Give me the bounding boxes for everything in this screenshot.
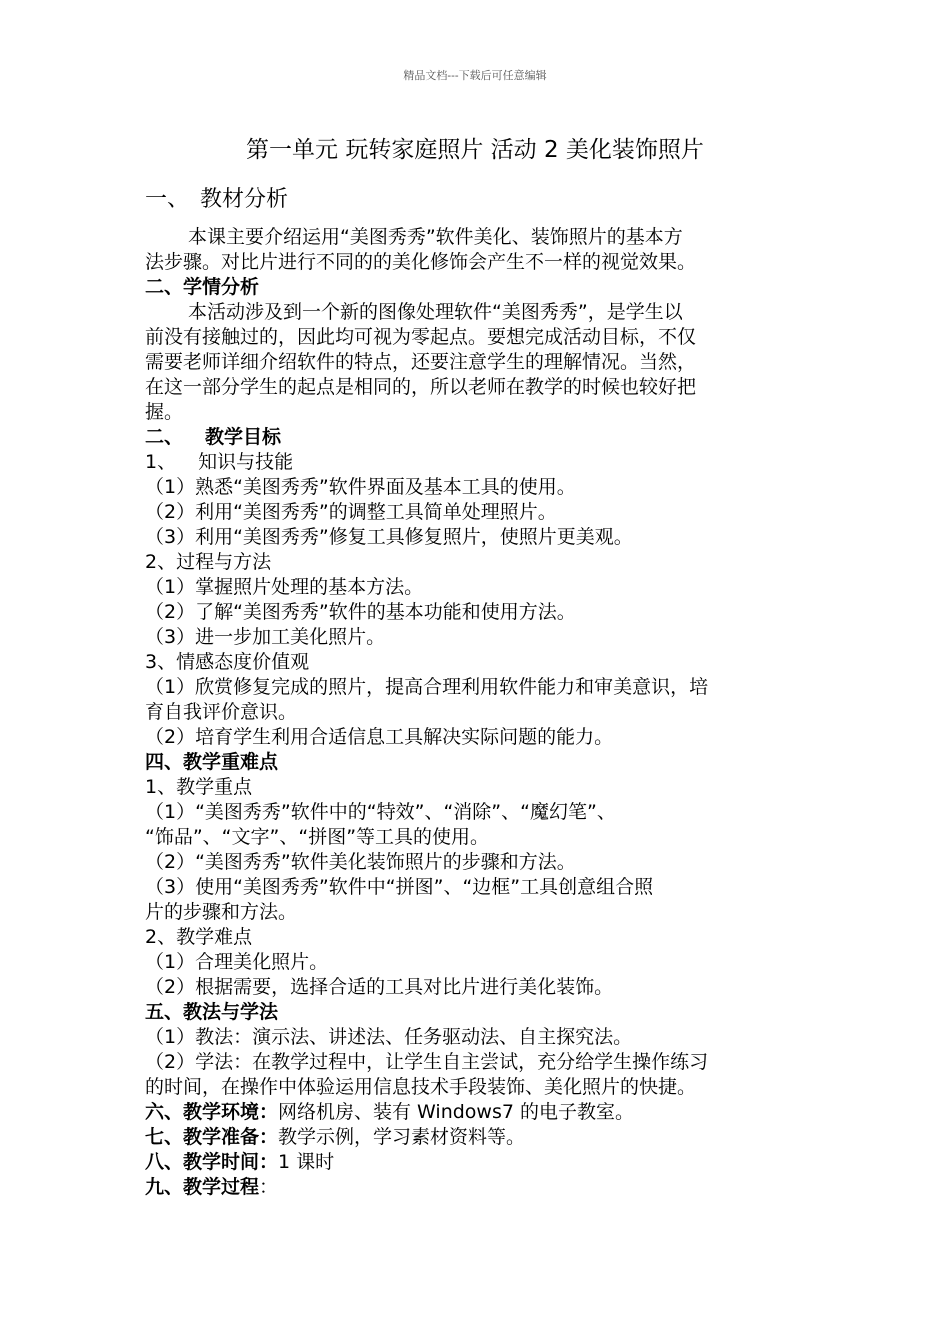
section-label: 六、教学环境：	[145, 1101, 279, 1123]
section-number: 一、	[145, 187, 190, 212]
list-item-continuation: 片的步骤和方法。	[145, 901, 298, 923]
list-item: （2）学法：在教学过程中，让学生自主尝试，充分给学生操作练习	[145, 1051, 709, 1073]
subsection-heading-attitude: 3、情感态度价值观	[145, 651, 310, 673]
paragraph-line: 握。	[145, 401, 184, 423]
section-process	[145, 1175, 810, 1200]
list-item: （3）使用“美图秀秀”软件中“拼图”、“边框”工具创意组合照	[145, 876, 654, 898]
list-item: （2）了解“美图秀秀”软件的基本功能和使用方法。	[145, 601, 576, 623]
subsection-number: 1、	[145, 451, 177, 473]
list-item-continuation: 育自我评价意识。	[145, 701, 298, 723]
section-environment	[145, 1100, 810, 1125]
section-value: 1 课时	[278, 1151, 335, 1173]
paragraph-line: 前没有接触过的，因此均可视为零起点。要想完成活动目标，不仅	[145, 326, 697, 348]
section-heading-learner-analysis: 二、学情分析	[145, 276, 260, 298]
section-label: 教学目标	[205, 426, 282, 448]
section-time	[145, 1150, 810, 1175]
list-item: （1）教法：演示法、讲述法、任务驱动法、自主探究法。	[145, 1026, 633, 1048]
subsection-heading-process: 2、过程与方法	[145, 551, 272, 573]
list-item: （3）进一步加工美化照片。	[145, 626, 386, 648]
section-label: 八、教学时间：	[145, 1151, 279, 1173]
list-item: （1）熟悉“美图秀秀”软件界面及基本工具的使用。	[145, 476, 576, 498]
paragraph-line: 在这一部分学生的起点是相同的，所以老师在教学的时候也较好把	[145, 376, 697, 398]
document-body	[145, 225, 810, 1200]
list-item-continuation: 的时间，在操作中体验运用信息技术手段装饰、美化照片的快捷。	[145, 1076, 697, 1098]
section-heading-teaching-goals	[145, 425, 810, 450]
page-title: 第一单元 玩转家庭照片 活动 2 美化装饰照片	[246, 137, 704, 163]
subsection-heading-knowledge	[145, 450, 810, 475]
list-item: （2）培育学生利用合适信息工具解决实际问题的能力。	[145, 726, 614, 748]
section-heading-key-points: 四、教学重难点	[145, 751, 279, 773]
section-label: 教材分析	[200, 187, 289, 212]
paragraph-line: 需要老师详细介绍软件的特点，还要注意学生的理解情况。当然，	[145, 351, 697, 373]
subsection-heading-difficulty: 2、教学难点	[145, 926, 253, 948]
list-item-continuation: “饰品”、“文字”、“拼图”等工具的使用。	[145, 826, 490, 848]
list-item: （1）掌握照片处理的基本方法。	[145, 576, 424, 598]
section-heading-methods: 五、教法与学法	[145, 1001, 279, 1023]
page-header: 精品文档---下载后可任意编辑	[403, 69, 547, 82]
paragraph-line: 本课主要介绍运用“美图秀秀”软件美化、装饰照片的基本方	[188, 226, 683, 248]
section-preparation	[145, 1125, 810, 1150]
list-item: （1）合理美化照片。	[145, 951, 329, 973]
section-value: 教学示例，学习素材资料等。	[278, 1126, 526, 1148]
paragraph-line: 本活动涉及到一个新的图像处理软件“美图秀秀”，是学生以	[188, 301, 683, 323]
section-number: 二、	[145, 426, 184, 448]
list-item: （2）根据需要，选择合适的工具对比片进行美化装饰。	[145, 976, 614, 998]
list-item: （3）利用“美图秀秀”修复工具修复照片，使照片更美观。	[145, 526, 633, 548]
paragraph-line: 法步骤。对比片进行不同的的美化修饰会产生不一样的视觉效果。	[145, 251, 697, 273]
subsection-heading-focus: 1、教学重点	[145, 776, 253, 798]
section-label: 九、教学过程	[145, 1176, 260, 1198]
section-value: ：	[259, 1176, 279, 1198]
list-item: （1）欣赏修复完成的照片，提高合理利用软件能力和审美意识，培	[145, 676, 709, 698]
subsection-label: 知识与技能	[198, 451, 294, 473]
list-item: （1）“美图秀秀”软件中的“特效”、“消除”、“魔幻笔”、	[145, 801, 616, 823]
section-label: 七、教学准备：	[145, 1126, 279, 1148]
section-value: 网络机房、装有 Windows7 的电子教室。	[278, 1101, 634, 1123]
section-heading-textbook-analysis	[145, 184, 288, 216]
list-item: （2）“美图秀秀”软件美化装饰照片的步骤和方法。	[145, 851, 576, 873]
list-item: （2）利用“美图秀秀”的调整工具简单处理照片。	[145, 501, 557, 523]
